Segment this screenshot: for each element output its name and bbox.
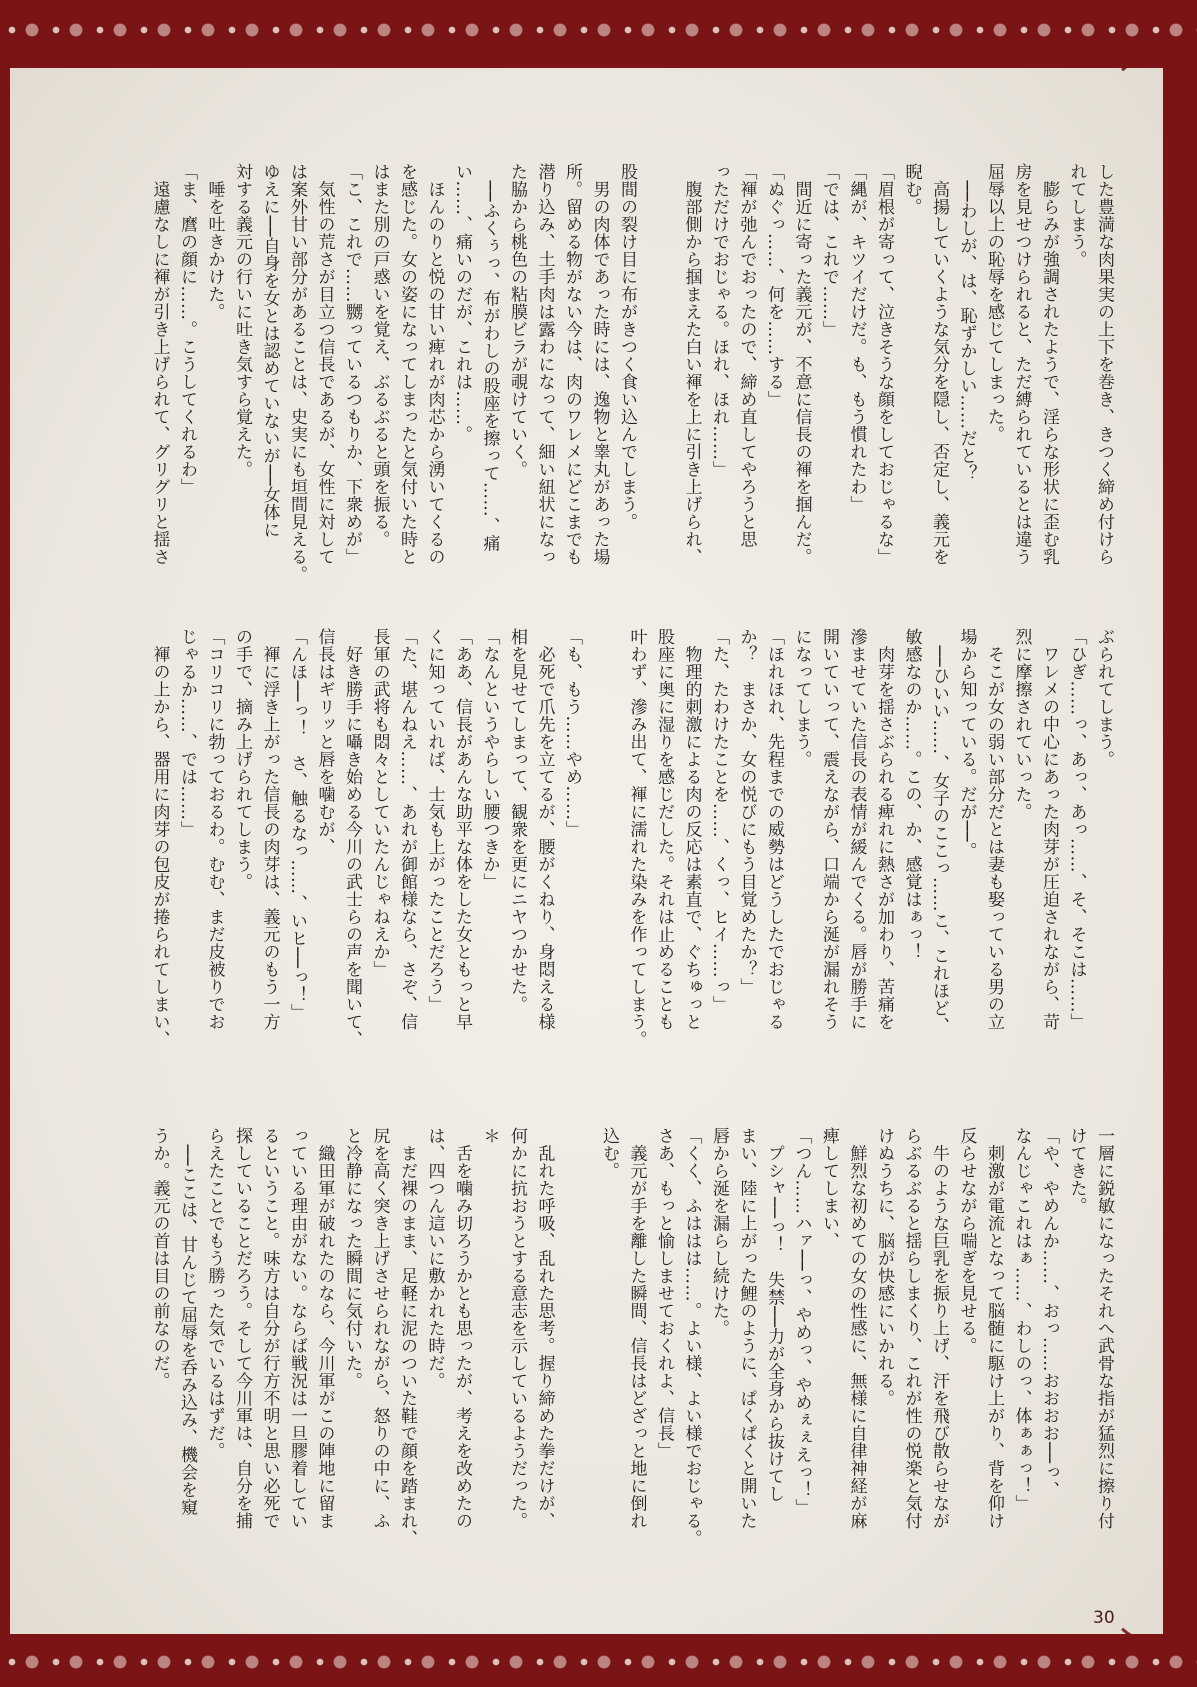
bottom-ornament-band bbox=[0, 1642, 1197, 1682]
corner-flourish-icon bbox=[1110, 58, 1186, 134]
text-block-middle-left: 「も、もう……やめ……」 必死で爪先を立てるが、腰がくねり、身悶える様 相を見せてしまって、観衆を更にニヤつかせた。 「なんというやらしい腰つきか」 「ああ、信長があんな助平な体をした女ともっと早 くに知っていれば、士気も上がったことだろう」 「た、堪んねえ……、あれが御館様なら、さぞ、信 長軍の武将も悶々としていたんじゃねえか」 好き勝手に囁き始める今川の武士らの声を聞いて、 信長はギリッと唇を噛むが、 「んほ──っ！ さ、触るなっ……、いヒ──っ！」 褌に浮き上がった信長の肉芽は、義元のもう一方 の手で、摘み上げられてしまう。 「コリコリに勃っておるわ。むむ、まだ皮被りでお じゃるか……、では……」 褌の上から、器用に肉芽の包皮が捲られてしまい、 bbox=[149, 628, 582, 1048]
text-block-middle-right: ぶられてしまう。 「ひぎ……っ、あっ、あっ……、そ、そこは……」 ワレメの中心にあった肉芽が圧迫されながら、苛 烈に摩擦されていった。 そこが女の弱い部分だとは妻も娶っている男の立 場から知っている。だが──。 ──ひいい……、女子のここっ……こ、これほど、 敏感なのか……。この、か、感覚はぁっ！ 肉芽を揺さぶられる痺れに熱さが加わり、苦痛を 滲ませていた信長の表情が緩んでくる。唇が勝手に 開いていって、震えながら、口端から涎が漏れそう になってしまう。 「ほれほれ、先程までの威勢はどうしたでおじゃる か？ まさか、女の悦びにもう目覚めたか？」 「た、たわけたことを……、くっ、ヒイ……っ」 物理的刺激による肉の反応は素直で、ぐちゅっと 股座に奥に湿りを感じだした。それは止めることも 叶わず、滲み出て、褌に濡れた染みを作ってしまう。 bbox=[626, 628, 1114, 1048]
right-frame bbox=[1163, 68, 1197, 1634]
top-ornament-band bbox=[0, 10, 1197, 50]
text-block-top-left: 股間の裂け目に布がきつく食い込んでしまう。 男の肉体であった時には、逸物と睾丸があった場 所。留める物がない今は、肉のワレメにどこまでも 潜り込み、土手肉は露わになって、細い紐状になっ た脇から桃色の粘膜ビラが覗けていく。 ──ふくぅっ、布がわしの股座を擦って……、痛 い……、痛いのだが、これは……。 ほんのりと悦の甘い痺れが肉芯から湧いてくるの を感じた。女の姿になってしまったと気付いた時と はまた別の戸惑いを覚え、ぶるぶると頭を振る。 「こ、これで……嬲っているつもりか、下衆めが」 気性の荒さが目立つ信長であるが、女性に対して は案外甘い部分があることは、史実にも垣間見える。 ゆえに──自身を女とは認めていないが──女体に 対する義元の行いに吐き気すら覚えた。 唾を吐きかけた。 「ま、麿の顔に……。こうしてくれるわ」 遠慮なしに褌が引き上げられて、グリグリと揺さ bbox=[149, 163, 637, 583]
text-block-bottom-left: 乱れた呼吸、乱れた思考。握り締めた拳だけが、 何かに抗おうとする意志を示しているようだった。 ＊ 舌を噛み切ろうかとも思ったが、考えを改めたの は、四つん這いに敷かれた時だ。 まだ裸のまま、足軽に泥のついた鞋で顔を踏まれ、 尻を高く突き上げさせられながら、怒りの中に、ふ と冷静になった瞬間に気付いた。 織田軍が破れたのなら、今川軍がこの陣地に留ま っている理由がない。ならば戦況は一旦膠着してい るということ。味方は自分が行方不明と思い必死で 探していることだろう。そして今川軍は、自分を捕 らえたことでもう勝った気でいるはずだ。 ──ここは、甘んじて屈辱を呑み込み、機会を窺 うか。義元の首は目の前なのだ。 bbox=[149, 1127, 555, 1547]
text-block-top-right: した豊満な肉果実の上下を巻き、きつく締め付けら れてしまう。 膨らみが強調されたようで、淫らな形状に歪む乳 房を見せつけられると、ただ縛られているとは違う 屈辱以上の恥辱を感じてしまった。 ──わしが、は、恥ずかしい……だと？ 高揚していくような気分を隠し、否定し、義元を 睨む。 「眉根が寄って、泣きそうな顔をしておじゃるな」 「縄が、キツイだけだ。も、もう慣れたわ」 「では、これで……」 間近に寄った義元が、不意に信長の褌を掴んだ。 「ぬぐっ……、何を……する」 「褌が弛んでおったので、締め直してやろうと思 っただけでおじゃる。ほれ、ほれ……」 腹部側から掴まえた白い褌を上に引き上げられ、 bbox=[681, 163, 1114, 566]
page-number: 30 bbox=[1093, 1608, 1115, 1628]
text-block-bottom-right: 一層に鋭敏になったそれへ武骨な指が猛烈に擦り付 けてきた。 「や、やめんか……、おっ……おおおお──っ、 なんじゃこれはぁ……、わしのっ、体ぁぁっ！」 刺激が電流となって脳髄に駆け上がり、背を仰け 反らせながら喘ぎを見せる。 牛のような巨乳を振り上げ、汗を飛び散らせなが らぶるぶると揺らしまくり、これが性の悦楽と気付 けぬうちに、脳が快感にいかれる。 鮮烈な初めての女の性感に、無様に自律神経が麻 痺してしまい、 「つん……ハァ──っ、やめっ、やめぇぇえっ！」 プシャ──っ！ 失禁──力が全身から抜けてし まい、陸に上がった鯉のように、ぱくぱくと開いた 唇から涎を漏らし続けた。 「くく、ふははは……。よい様、よい様でおじゃる。 さあ、もっと愉しませておくれよ、信長」 義元が手を離した瞬間、信長はどざっと地に倒れ 込む。 bbox=[599, 1127, 1114, 1547]
corner-flourish-icon bbox=[1110, 1565, 1186, 1641]
